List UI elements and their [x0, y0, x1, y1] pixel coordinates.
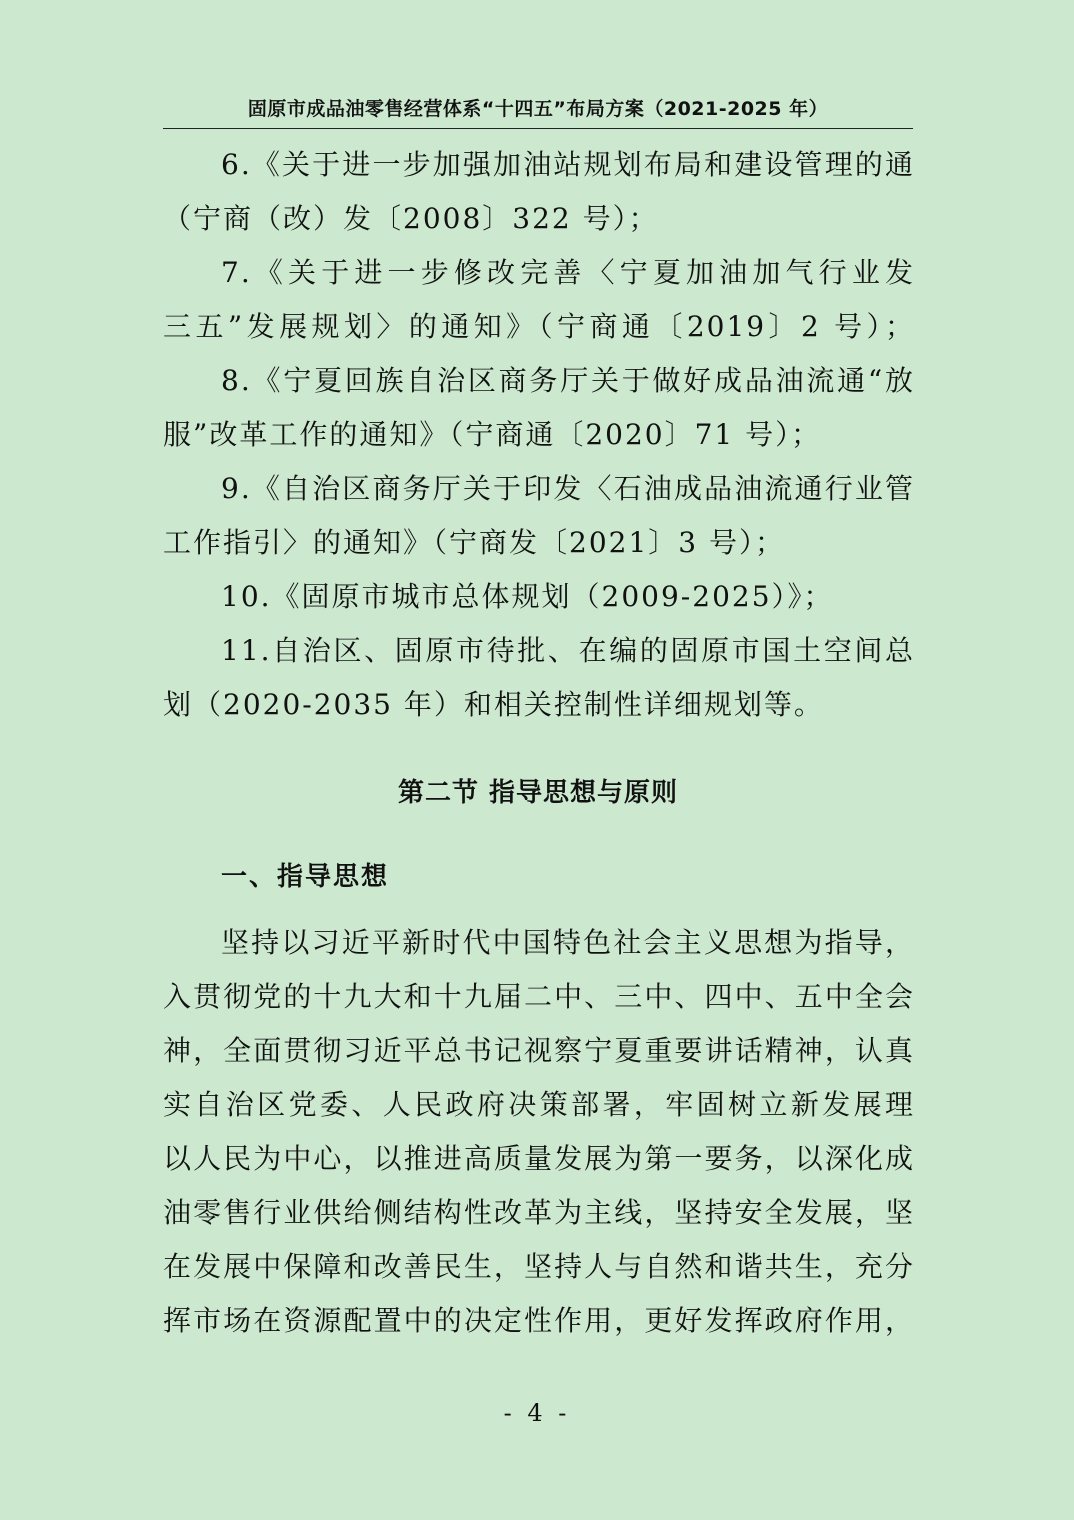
paragraph-line: 在发展中保障和改善民生，坚持人与自然和谐共生，充分: [163, 1250, 915, 1283]
reference-item-8-line-1: 8.《宁夏回族自治区商务厅关于做好成品油流通“放: [221, 364, 915, 397]
paragraph-line: 入贯彻党的十九大和十九届二中、三中、四中、五中全会: [163, 980, 915, 1013]
paragraph-line: 实自治区党委、人民政府决策部署，牢固树立新发展理: [163, 1088, 915, 1121]
reference-item-9-line-2: 工作指引〉的通知》（宁商发〔2021〕3 号）；: [163, 526, 785, 559]
reference-item-6-line-1: 6.《关于进一步加强加油站规划布局和建设管理的通: [221, 148, 915, 181]
reference-item-7-line-2: 三五”发展规划〉的通知》（宁商通〔2019〕2 号）；: [163, 310, 915, 343]
reference-item-11-line-2: 划（2020-2035 年）和相关控制性详细规划等。: [163, 688, 824, 721]
subsection-heading: 一、指导思想: [221, 862, 390, 892]
paragraph-line: 挥市场在资源配置中的决定性作用，更好发挥政府作用，: [163, 1304, 915, 1337]
paragraph-line: 神，全面贯彻习近平总书记视察宁夏重要讲话精神，认真: [163, 1034, 915, 1067]
paragraph-line: 油零售行业供给侧结构性改革为主线，坚持安全发展，坚: [163, 1196, 915, 1229]
running-header: 固原市成品油零售经营体系“十四五”布局方案（2021-2025 年）: [163, 94, 913, 129]
reference-item-8-line-2: 服”改革工作的通知》（宁商通〔2020〕71 号）；: [163, 418, 822, 451]
reference-list: [163, 138, 915, 732]
section-heading: 第二节 指导思想与原则: [397, 778, 679, 808]
reference-item-6-line-2: （宁商（改）发〔2008〕322 号）；: [163, 202, 659, 235]
paragraph-line: 以人民为中心，以推进高质量发展为第一要务，以深化成: [163, 1142, 915, 1175]
reference-item-11-line-1: 11.自治区、固原市待批、在编的固原市国土空间总: [221, 634, 915, 667]
reference-item-7-line-1: 7.《关于进一步修改完善〈宁夏加油加气行业发: [221, 256, 915, 289]
guiding-ideology-paragraph: [163, 916, 915, 1348]
reference-item-9-line-1: 9.《自治区商务厅关于印发〈石油成品油流通行业管: [221, 472, 915, 505]
paragraph-line: 坚持以习近平新时代中国特色社会主义思想为指导，: [221, 926, 915, 959]
page-number: - 4 -: [503, 1399, 571, 1427]
reference-item-10: 10.《固原市城市总体规划（2009-2025）》；: [221, 580, 834, 613]
